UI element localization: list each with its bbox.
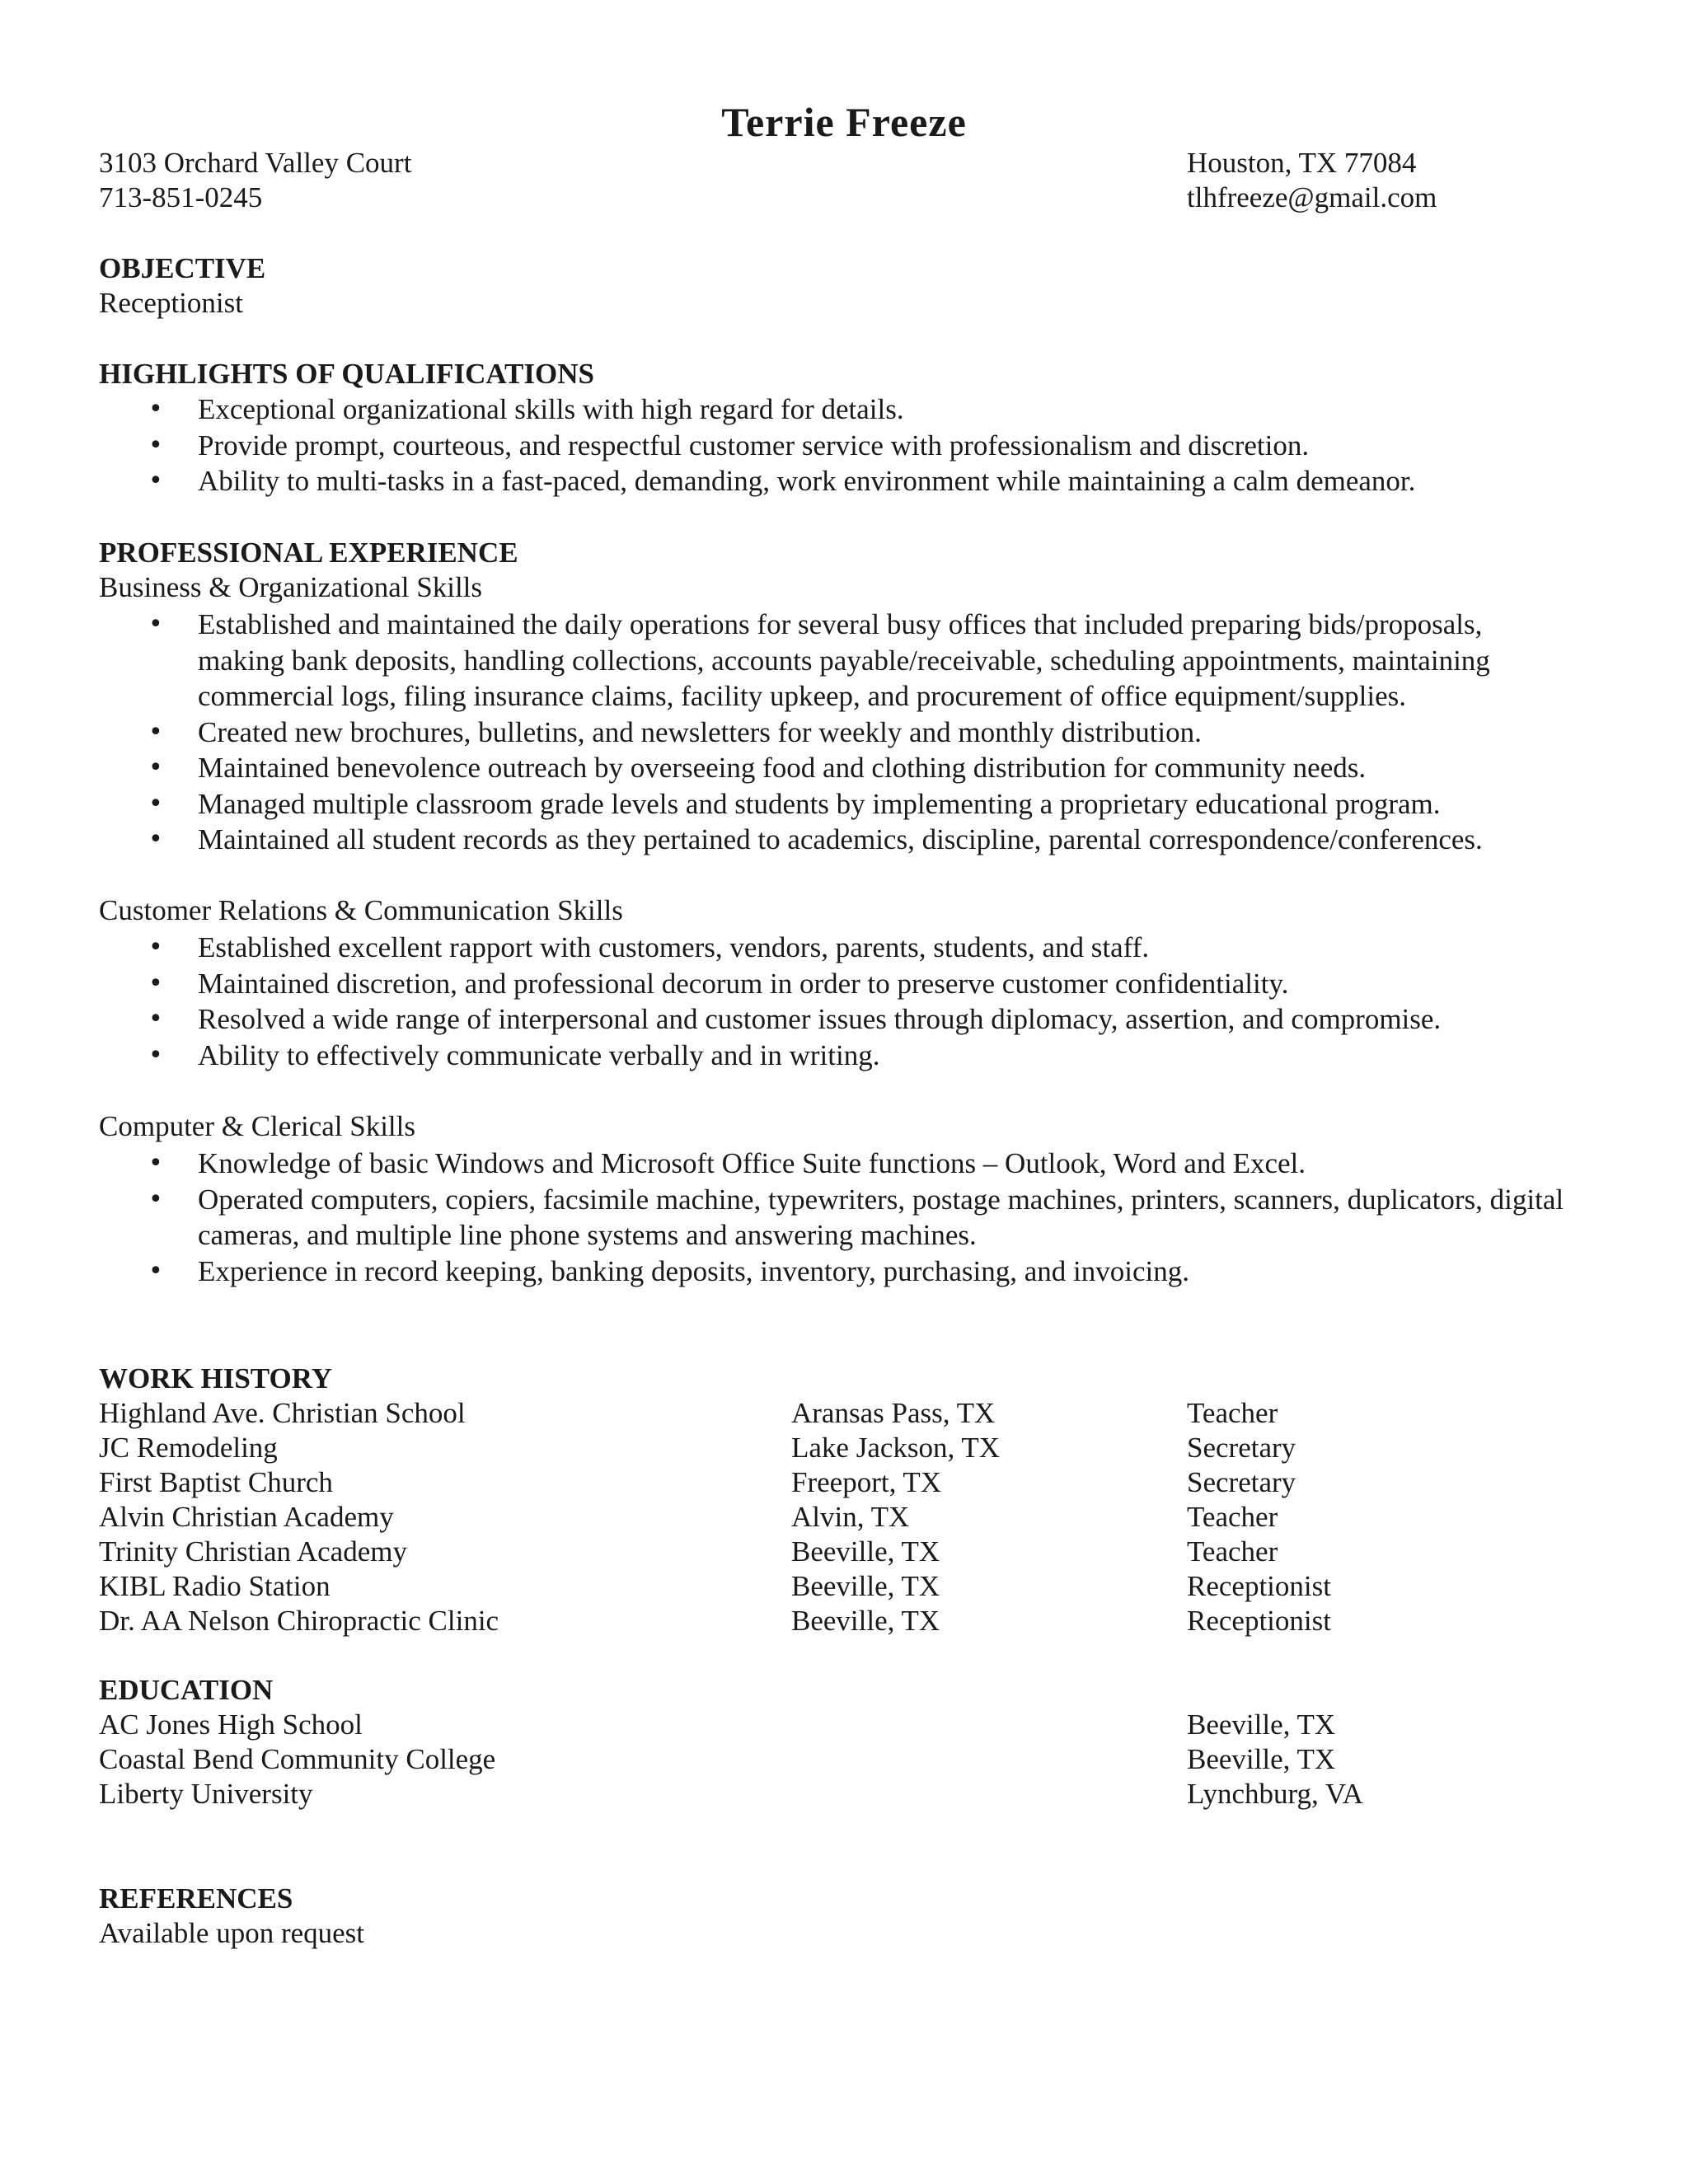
references-heading: REFERENCES [99,1882,293,1915]
list-item: • Maintained all student records as they pertained to academics, discipline, parental correspondence/conferences. [99,822,1566,858]
table-row [99,1431,1582,1465]
list-item: • Ability to multi-tasks in a fast-paced, demanding, work environment while maintaining a calm demeanor. [99,463,1566,499]
list-item: • Exceptional organizational skills with high regard for details. [99,391,1566,428]
location-cell: Beeville, TX [791,1570,940,1602]
role-cell: Receptionist [1187,1605,1331,1637]
list-item: • Operated computers, copiers, facsimile machine, typewriters, postage machines, printers, scanners, duplicators, digital cameras, and multiple line phone systems and answering machines. [99,1182,1566,1254]
education-heading: EDUCATION [99,1674,274,1706]
location-cell: Freeport, TX [791,1466,942,1498]
work-history-heading: WORK HISTORY [99,1362,333,1394]
list-item: • Created new brochures, bulletins, and newsletters for weekly and monthly distribution. [99,715,1566,751]
table-row [99,1500,1582,1535]
role-cell: Secretary [1187,1466,1296,1498]
business-skills-list [99,607,1566,858]
highlights-heading: HIGHLIGHTS OF QUALIFICATIONS [99,358,594,390]
objective-heading: OBJECTIVE [99,252,266,284]
table-row [99,1708,1582,1742]
phone-number: 713-851-0245 [99,181,263,213]
list-item: • Ability to effectively communicate verbally and in writing. [99,1038,1566,1074]
employer-cell: Trinity Christian Academy [99,1535,407,1568]
role-cell: Receptionist [1187,1570,1331,1602]
school-cell: Liberty University [99,1778,313,1810]
computer-skills-title: Computer & Clerical Skills [99,1110,415,1142]
references-text: Available upon request [99,1917,365,1949]
email-address: tlhfreeze@gmail.com [1187,181,1437,213]
location-cell: Lynchburg, VA [1187,1778,1363,1810]
school-cell: AC Jones High School [99,1708,363,1741]
location-cell: Beeville, TX [791,1605,940,1637]
school-cell: Coastal Bend Community College [99,1743,496,1775]
list-item: • Knowledge of basic Windows and Microsoft Office Suite functions – Outlook, Word and Excel. [99,1146,1566,1182]
employer-cell: Alvin Christian Academy [99,1501,394,1533]
location-cell: Beeville, TX [1187,1708,1336,1741]
employer-cell: Dr. AA Nelson Chiropractic Clinic [99,1605,499,1637]
customer-skills-list [99,930,1566,1073]
table-row [99,1396,1582,1431]
list-item: • Established and maintained the daily operations for several busy offices that included preparing bids/proposals, making bank deposits, handling collections, accounts payable/receivable, scheduling appointments, maintaining commercial logs, filing insurance claims, facility upkeep, and procurement of office equipment/supplies. [99,607,1566,715]
employer-cell: First Baptist Church [99,1466,333,1498]
location-cell: Beeville, TX [1187,1743,1336,1775]
table-row [99,1777,1582,1811]
role-cell: Teacher [1187,1501,1278,1533]
list-item: • Managed multiple classroom grade levels and students by implementing a proprietary educational program. [99,786,1566,823]
list-item: • Established excellent rapport with customers, vendors, parents, students, and staff. [99,930,1566,966]
list-item: • Experience in record keeping, banking deposits, inventory, purchasing, and invoicing. [99,1254,1566,1290]
location-cell: Beeville, TX [791,1535,940,1568]
role-cell: Secretary [1187,1432,1296,1464]
highlights-list [99,391,1566,499]
role-cell: Teacher [1187,1535,1278,1568]
location-cell: Alvin, TX [791,1501,910,1533]
location-cell: Lake Jackson, TX [791,1432,1001,1464]
list-item: • Maintained benevolence outreach by overseeing food and clothing distribution for community needs. [99,750,1566,786]
address-line: 3103 Orchard Valley Court [99,147,412,179]
computer-skills-list [99,1146,1566,1289]
table-row [99,1604,1582,1638]
customer-skills-title: Customer Relations & Communication Skills [99,894,623,926]
employer-cell: Highland Ave. Christian School [99,1397,466,1429]
role-cell: Teacher [1187,1397,1278,1429]
employer-cell: KIBL Radio Station [99,1570,331,1602]
experience-heading: PROFESSIONAL EXPERIENCE [99,537,518,569]
objective-text: Receptionist [99,287,243,319]
table-row [99,1742,1582,1777]
list-item: • Provide prompt, courteous, and respectful customer service with professionalism and discretion. [99,428,1566,464]
table-row [99,1535,1582,1569]
table-row [99,1569,1582,1604]
city-line: Houston, TX 77084 [1187,147,1417,179]
table-row [99,1465,1582,1500]
resume-name: Terrie Freeze [721,99,967,145]
employer-cell: JC Remodeling [99,1432,278,1464]
location-cell: Aransas Pass, TX [791,1397,996,1429]
list-item: • Maintained discretion, and professional decorum in order to preserve customer confidentiality. [99,966,1566,1002]
business-skills-title: Business & Organizational Skills [99,571,483,603]
list-item: • Resolved a wide range of interpersonal and customer issues through diplomacy, assertion, and compromise. [99,1001,1566,1038]
